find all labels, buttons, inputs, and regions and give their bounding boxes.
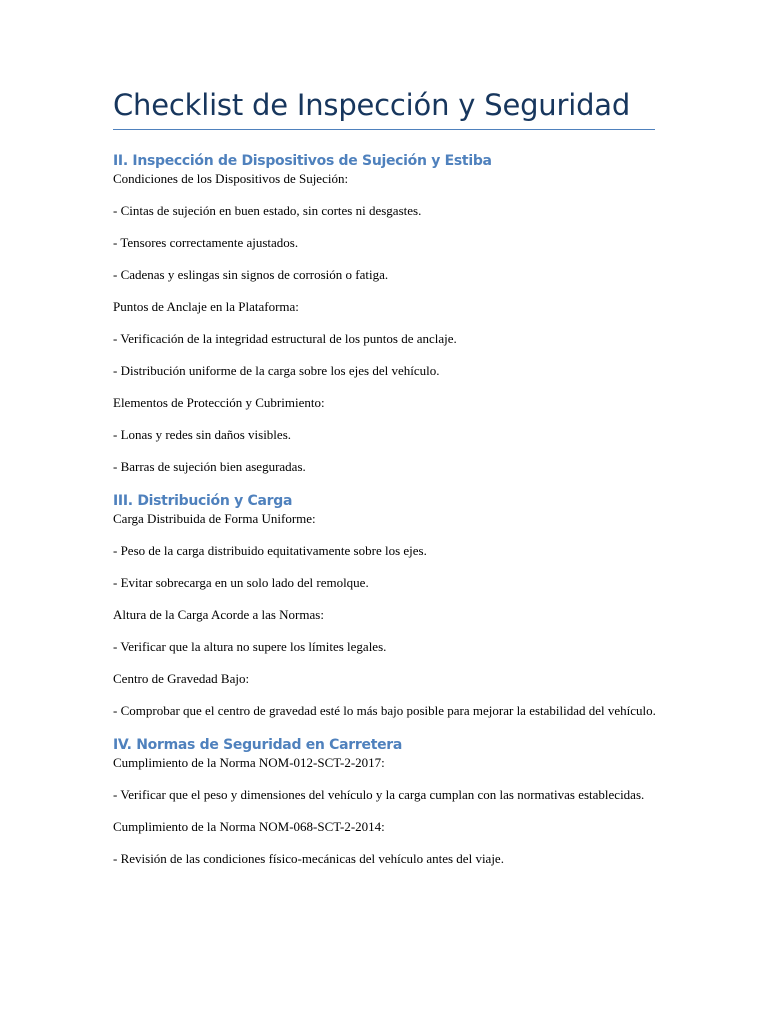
checklist-item: - Verificar que la altura no supere los límites legales.	[113, 638, 387, 654]
subsection-label: Altura de la Carga Acorde a las Normas:	[113, 606, 324, 622]
subsection-label: Cumplimiento de la Norma NOM-068-SCT-2-2014:	[113, 818, 385, 834]
section-heading: IV. Normas de Seguridad en Carretera	[113, 736, 403, 753]
checklist-item: - Tensores correctamente ajustados.	[113, 234, 299, 250]
section-normas-seguridad	[113, 736, 656, 868]
checklist-item: - Verificar que el peso y dimensiones del vehículo y la carga cumplan con las normativas establecidas.	[113, 786, 645, 802]
checklist-item: - Comprobar que el centro de gravedad esté lo más bajo posible para mejorar la estabilidad del vehículo.	[113, 702, 656, 718]
section-distribucion-carga	[113, 492, 656, 720]
subsection-label: Centro de Gravedad Bajo:	[113, 670, 250, 686]
subsection-label: Puntos de Anclaje en la Plataforma:	[113, 298, 299, 314]
checklist-item: - Barras de sujeción bien aseguradas.	[113, 458, 306, 474]
subsection-label: Condiciones de los Dispositivos de Sujeción:	[113, 170, 349, 186]
checklist-item: - Evitar sobrecarga en un solo lado del remolque.	[113, 574, 369, 590]
checklist-item: - Verificación de la integridad estructural de los puntos de anclaje.	[113, 330, 457, 346]
subsection-label: Elementos de Protección y Cubrimiento:	[113, 394, 325, 410]
checklist-item: - Peso de la carga distribuido equitativamente sobre los ejes.	[113, 542, 427, 558]
section-heading: II. Inspección de Dispositivos de Sujeción y Estiba	[113, 152, 492, 169]
checklist-item: - Distribución uniforme de la carga sobre los ejes del vehículo.	[113, 362, 440, 378]
checklist-item: - Lonas y redes sin daños visibles.	[113, 426, 292, 442]
checklist-item: - Cadenas y eslingas sin signos de corrosión o fatiga.	[113, 266, 389, 282]
checklist-item: - Revisión de las condiciones físico-mecánicas del vehículo antes del viaje.	[113, 850, 504, 866]
section-sujecion-estiba	[113, 152, 656, 476]
subsection-label: Cumplimiento de la Norma NOM-012-SCT-2-2017:	[113, 754, 385, 770]
subsection-label: Carga Distribuida de Forma Uniforme:	[113, 510, 316, 526]
document-title: Checklist de Inspección y Seguridad	[113, 88, 655, 130]
checklist-item: - Cintas de sujeción en buen estado, sin cortes ni desgastes.	[113, 202, 422, 218]
section-heading: III. Distribución y Carga	[113, 492, 293, 509]
